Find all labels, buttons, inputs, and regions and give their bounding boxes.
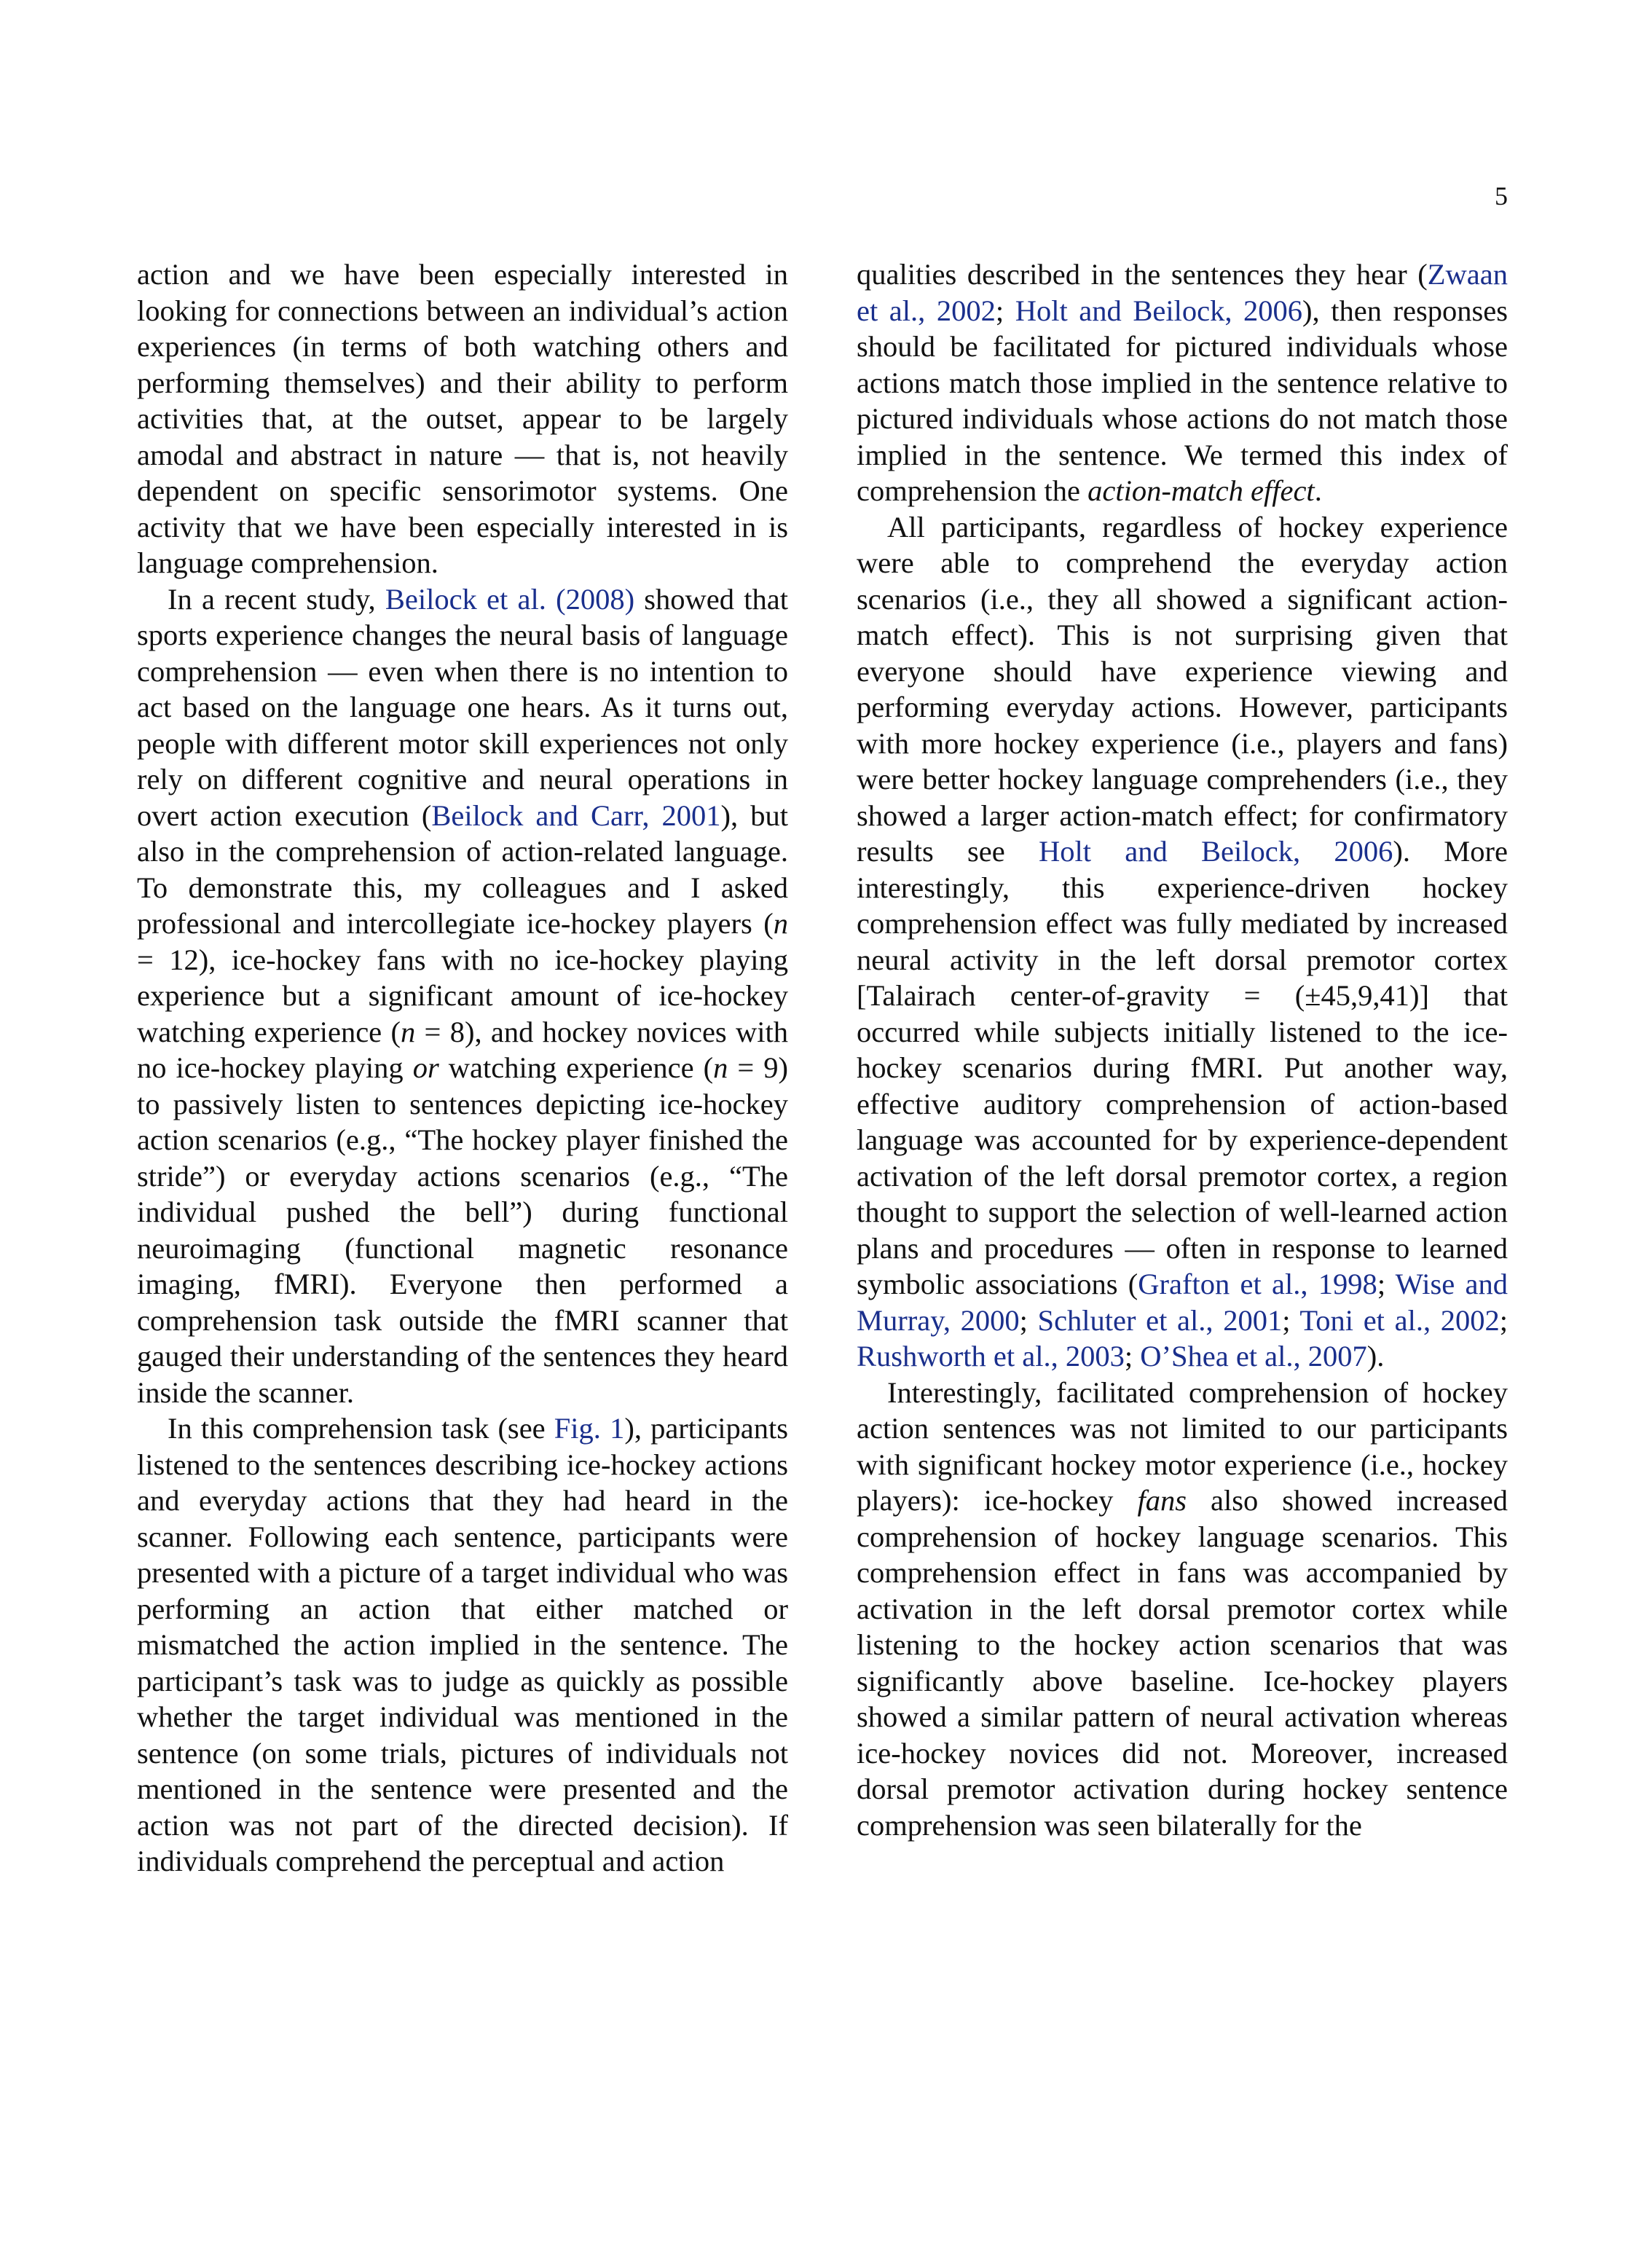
text-run: = 8), and hockey novices with no ice-hockey playing <box>137 1015 788 1084</box>
text-run: showed that sports experience changes the neural basis of language comprehension — even when there is no intention to act based on the language one hears. As it turns out, people with different motor skill experiences not only rely on different cognitive and neural operations in overt action execution ( <box>137 582 788 832</box>
text-run: = 12), ice-hockey fans with no ice-hockey playing experience but a significant amount of ice-hockey watching experience ( <box>137 943 788 1048</box>
text-run: Interestingly, facilitated comprehension of hockey action sentences was not limited to our participants with significant hockey motor experience (i.e., hockey players): ice-hockey <box>857 1375 1508 1517</box>
text-run: ), then responses should be facilitated for pictured individuals whose actions match those implied in the sentence relative to pictured individuals whose actions do not match those implied in the sentence. We termed this index of comprehension the <box>857 294 1508 507</box>
text-run: ; <box>1499 1303 1508 1337</box>
text-run: also showed increased comprehension of hockey language scenarios. This comprehension effect in fans was accompanied by activation in the left dorsal premotor cortex while listening to the hockey action scenarios that was significantly above baseline. Ice-hockey players showed a similar pattern of neural activation whereas ice-hockey novices did not. Moreover, increased dorsal premotor activation during hockey sentence comprehension was seen bilaterally for the <box>857 1484 1508 1842</box>
paragraph: action and we have been especially interested in looking for connections between an individual’s action experiences (in terms of both watching others and performing themselves) and their ability to perform activities that, at the outset, appear to be largely amodal and abstract in nature — that is, not heavily dependent on specific sensorimotor systems. One activity that we have been especially interested in is language comprehension. <box>137 258 788 579</box>
citation-link[interactable]: Toni et al., 2002 <box>1299 1303 1500 1337</box>
citation-link[interactable]: Beilock et al. (2008) <box>385 582 635 616</box>
paragraph <box>857 509 1508 1375</box>
citation-link[interactable]: Grafton et al., 1998 <box>1138 1268 1377 1300</box>
paragraph <box>857 1375 1508 1844</box>
citation-link[interactable]: Beilock and Carr, 2001 <box>431 798 721 832</box>
math-variable: n <box>713 1051 728 1084</box>
paragraph <box>857 256 1508 509</box>
citation-link[interactable]: Rushworth et al., 2003 <box>857 1340 1125 1373</box>
paragraph <box>137 581 788 1411</box>
left-column <box>137 256 788 1880</box>
page-number: 5 <box>1495 181 1508 211</box>
text-run: . <box>1314 474 1322 507</box>
text-run: ; <box>1019 1303 1038 1337</box>
text-run: watching experience ( <box>438 1051 714 1084</box>
text-run: ). <box>1366 1340 1385 1373</box>
paragraph <box>137 1410 788 1880</box>
text-run: qualities described in the sentences they hear ( <box>857 258 1428 291</box>
text-run: ). More interestingly, this experience-driven hockey comprehension effect was fully mediated by increased neural activity in the left dorsal premotor cortex [Talairach center-of-gravity = (±45,9,41)] that occurred while subjects initially listened to the ice-hockey scenarios during fMRI. Put another way, effective auditory comprehension of action-based language was accounted for by experience-dependent activation of the left dorsal premotor cortex, a region thought to support the selection of well-learned action plans and procedures — often in response to learned symbolic associations ( <box>857 835 1508 1300</box>
right-column <box>857 256 1508 1843</box>
text-run: ), but also in the comprehension of action-related language. To demonstrate this, my colleagues and I asked professional and intercollegiate ice-hockey players ( <box>137 798 788 940</box>
text-run: ; <box>1282 1303 1300 1337</box>
text-run: ; <box>1124 1340 1141 1373</box>
text-run: ), participants listened to the sentences describing ice-hockey actions and everyday actions that they had heard in the scanner. Following each sentence, participants were presented with a picture of a target individual who was performing an action that either matched or mismatched the action implied in the sentence. The participant’s task was to judge as quickly as possible whether the target individual was mentioned in the sentence (on some trials, pictures of individuals not mentioned in the sentence were presented and the action was not part of the directed decision). If individuals comprehend the perceptual and action <box>137 1412 789 1877</box>
citation-link[interactable]: O’Shea et al., 2007 <box>1140 1340 1367 1373</box>
emphasis: fans <box>1137 1484 1187 1517</box>
citation-link[interactable]: Schluter et al., 2001 <box>1037 1303 1283 1337</box>
citation-link[interactable]: Zwaan et al., 2002 <box>857 258 1508 327</box>
text-run: ; <box>1377 1268 1396 1300</box>
citation-link[interactable]: Wise and Murray, 2000 <box>857 1268 1508 1337</box>
math-variable: n <box>400 1015 416 1048</box>
text-run: = 9) to passively listen to sentences depicting ice-hockey action scenarios (e.g., “The hockey player finished the stride”) or everyday actions scenarios (e.g., “The individual pushed the bell”) during functional neuroimaging (functional magnetic resonance imaging, fMRI). Everyone then performed a comprehension task outside the fMRI scanner that gauged their understanding of the sentences they heard inside the scanner. <box>137 1051 789 1409</box>
text-run: In this comprehension task (see <box>168 1412 554 1445</box>
figure-link[interactable]: Fig. 1 <box>554 1412 625 1445</box>
text-run: All participants, regardless of hockey experience were able to comprehend the everyday action scenarios (i.e., they all showed a significant action-match effect). This is not surprising given that everyone should have experience viewing and performing everyday actions. However, participants with more hockey experience (i.e., players and fans) were better hockey language comprehenders (i.e., they showed a larger action-match effect; for confirmatory results see <box>857 510 1508 868</box>
text-run: In a recent study, <box>168 582 385 616</box>
citation-link[interactable]: Holt and Beilock, 2006 <box>1039 835 1393 868</box>
emphasis: or <box>412 1051 439 1084</box>
citation-link[interactable]: Holt and Beilock, 2006 <box>1015 294 1303 327</box>
math-variable: n <box>773 907 788 940</box>
text-run: ; <box>995 294 1015 327</box>
emphasis: action-match effect <box>1087 474 1315 507</box>
